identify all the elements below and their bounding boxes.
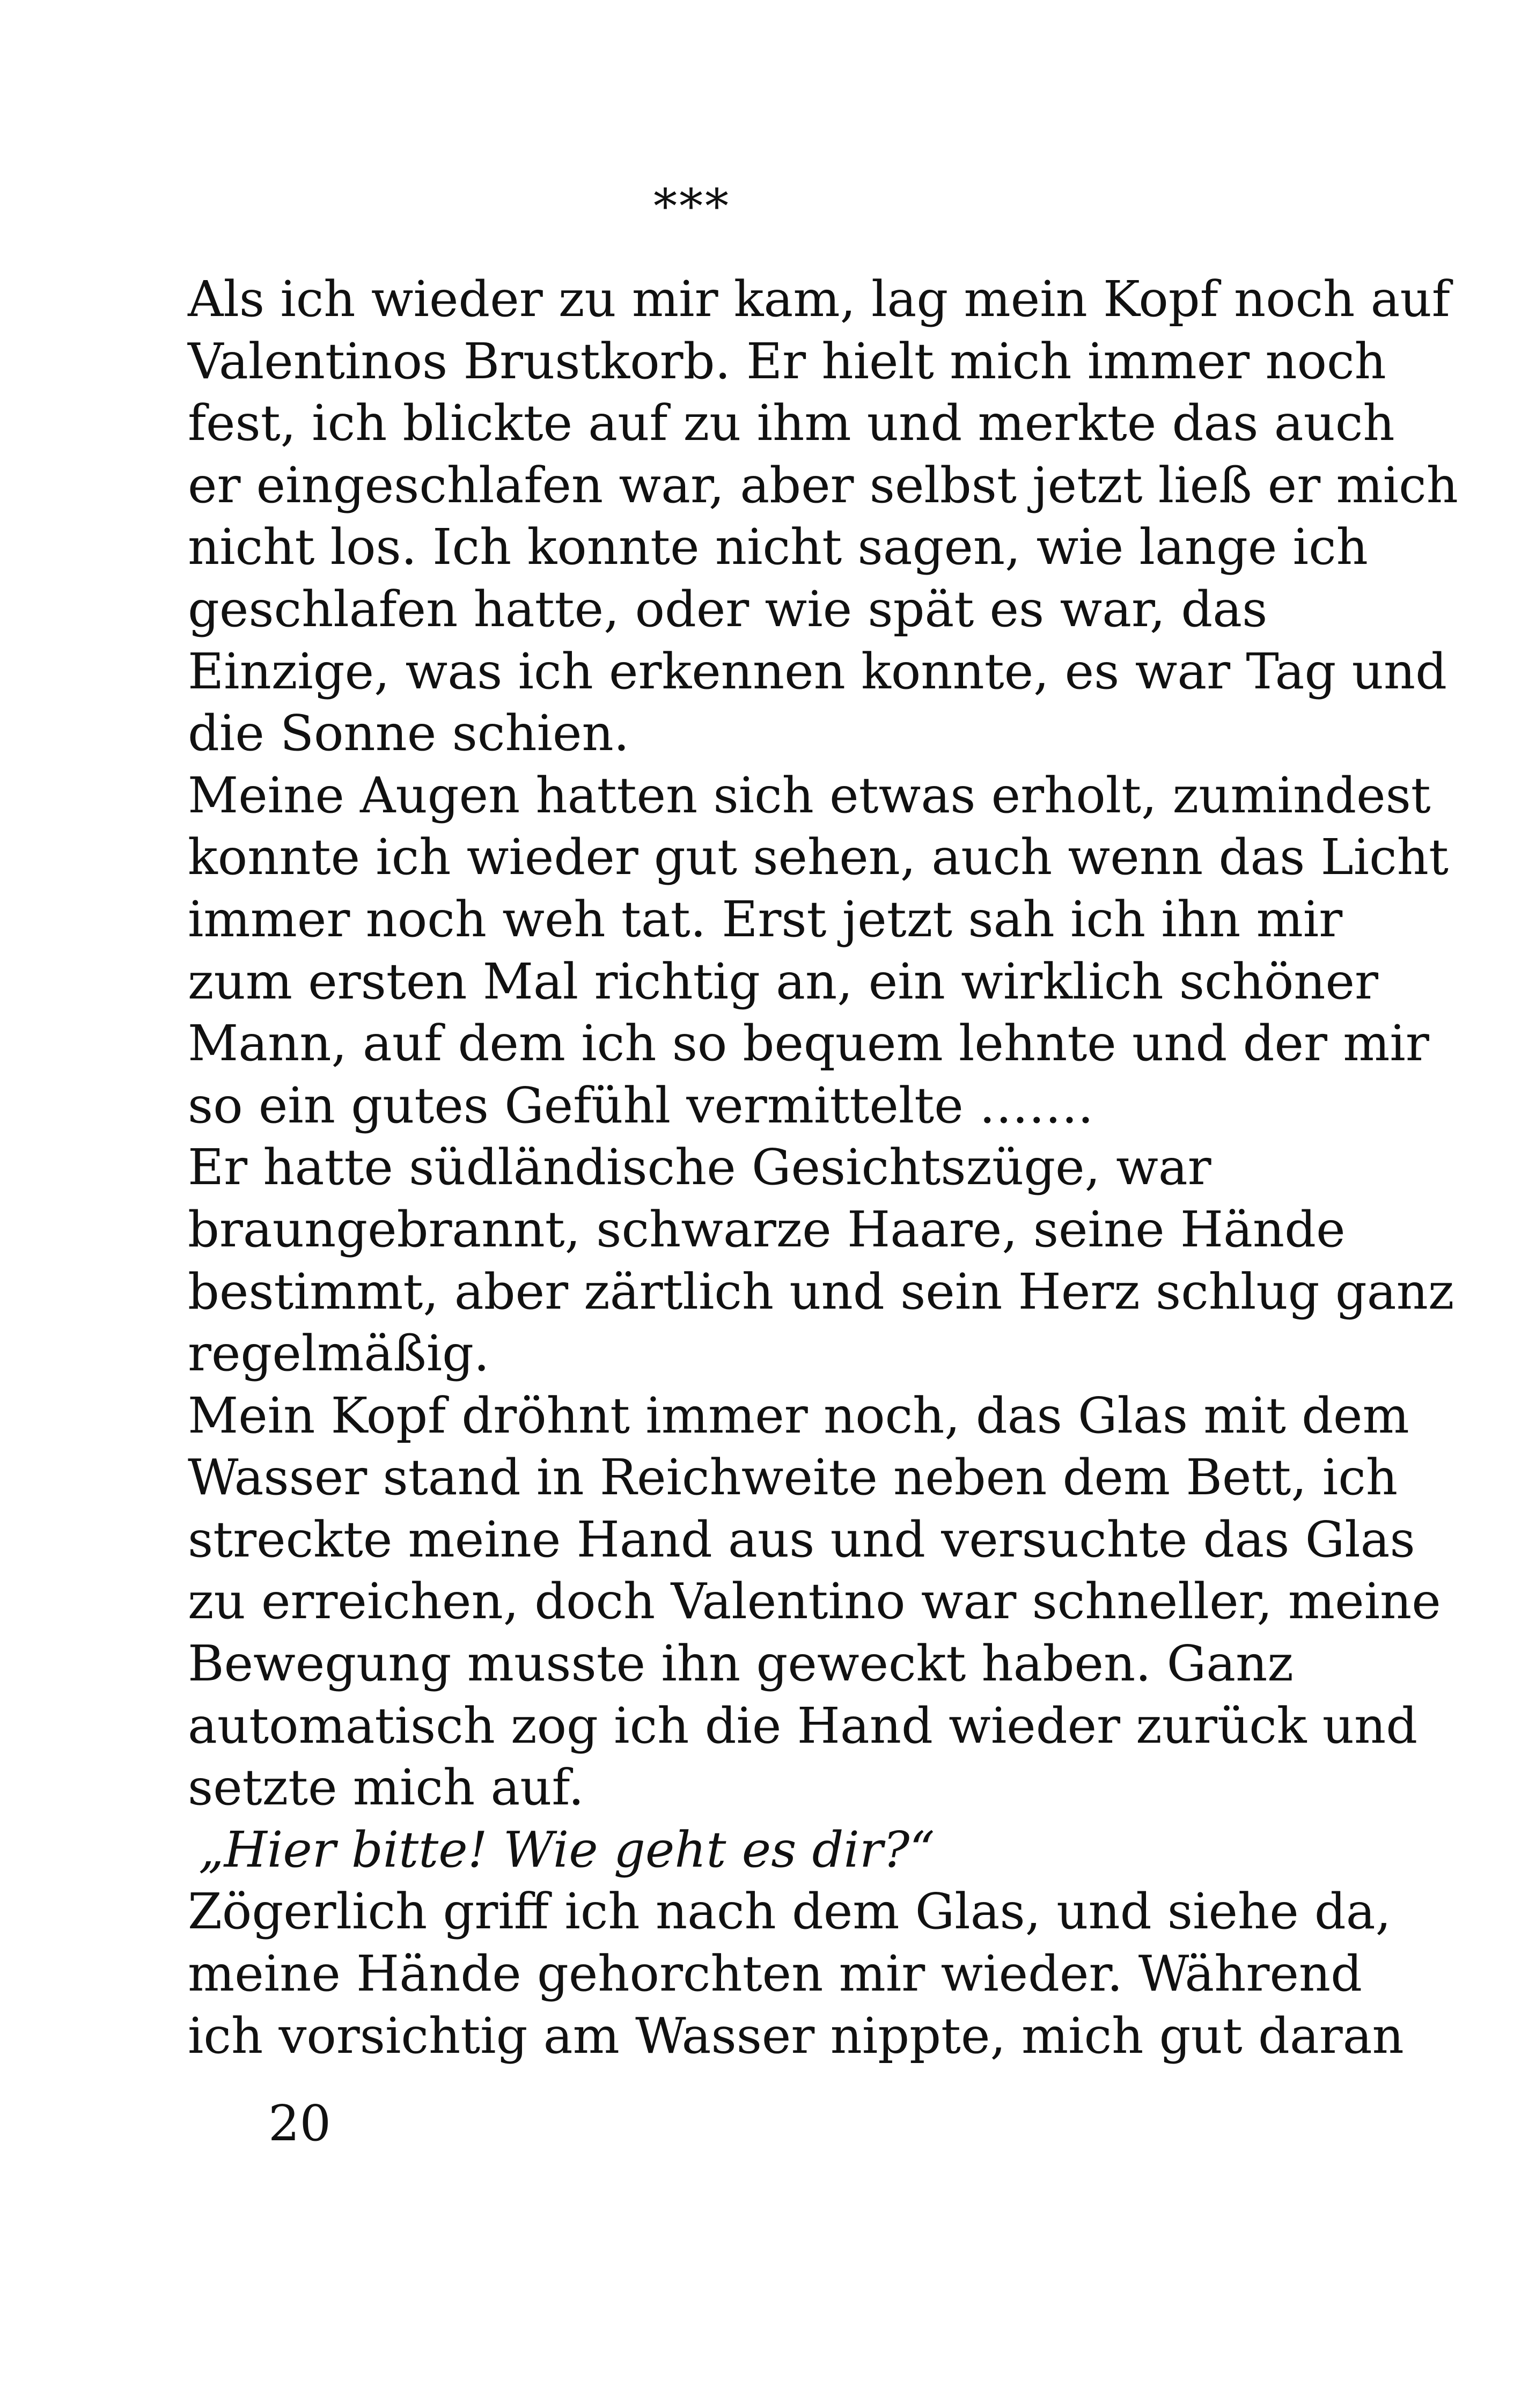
text-line: braungebrannt, schwarze Haare, seine Hände — [188, 1200, 1346, 1258]
text-line: Einzige, was ich erkennen konnte, es war Tag und — [188, 642, 1447, 700]
text-line: Bewegung musste ihn geweckt haben. Ganz — [188, 1635, 1294, 1693]
text-line: meine Hände gehorchten mir wieder. Während — [188, 1945, 1363, 2003]
text-line: regelmäßig. — [188, 1325, 490, 1383]
text-line: Zögerlich griff ich nach dem Glas, und siehe da, — [188, 1883, 1391, 1941]
text-line: automatisch zog ich die Hand wieder zurück und — [188, 1697, 1418, 1754]
text-line: streckte meine Hand aus und versuchte das Glas — [188, 1510, 1415, 1568]
text-line: Als ich wieder zu mir kam, lag mein Kopf noch auf — [188, 270, 1450, 328]
page-number: 20 — [268, 2095, 332, 2152]
text-line: zum ersten Mal richtig an, ein wirklich schöner — [188, 952, 1378, 1010]
text-line: zu erreichen, doch Valentino war schneller, meine — [188, 1573, 1441, 1631]
dialogue-line: „Hier bitte! Wie geht es dir?“ — [199, 1820, 935, 1878]
section-separator: *** — [653, 179, 731, 234]
text-line: nicht los. Ich konnte nicht sagen, wie lange ich — [188, 518, 1368, 576]
text-line: geschlafen hatte, oder wie spät es war, das — [188, 580, 1268, 638]
text-line: immer noch weh tat. Erst jetzt sah ich ihn mir — [188, 890, 1343, 948]
text-line: ich vorsichtig am Wasser nippte, mich gut daran — [188, 2007, 1404, 2065]
text-line: so ein gutes Gefühl vermittelte ……. — [188, 1076, 1094, 1134]
text-line: Mein Kopf dröhnt immer noch, das Glas mit dem — [188, 1386, 1409, 1444]
text-line: Er hatte südländische Gesichtszüge, war — [188, 1139, 1211, 1196]
text-line: Valentinos Brustkorb. Er hielt mich immer noch — [188, 332, 1386, 390]
text-line: fest, ich blickte auf zu ihm und merkte das auch — [188, 394, 1395, 452]
text-line: setzte mich auf. — [188, 1759, 584, 1817]
text-line: Mann, auf dem ich so bequem lehnte und der mir — [188, 1015, 1429, 1073]
text-line: Meine Augen hatten sich etwas erholt, zumindest — [188, 766, 1431, 824]
body-text — [188, 268, 1458, 2067]
text-line: Wasser stand in Reichweite neben dem Bett, ich — [188, 1449, 1398, 1507]
text-line: bestimmt, aber zärtlich und sein Herz schlug ganz — [188, 1262, 1454, 1320]
text-line: die Sonne schien. — [188, 704, 629, 762]
text-line: er eingeschlafen war, aber selbst jetzt ließ er mich — [188, 456, 1458, 514]
text-line: konnte ich wieder gut sehen, auch wenn das Licht — [188, 828, 1449, 886]
